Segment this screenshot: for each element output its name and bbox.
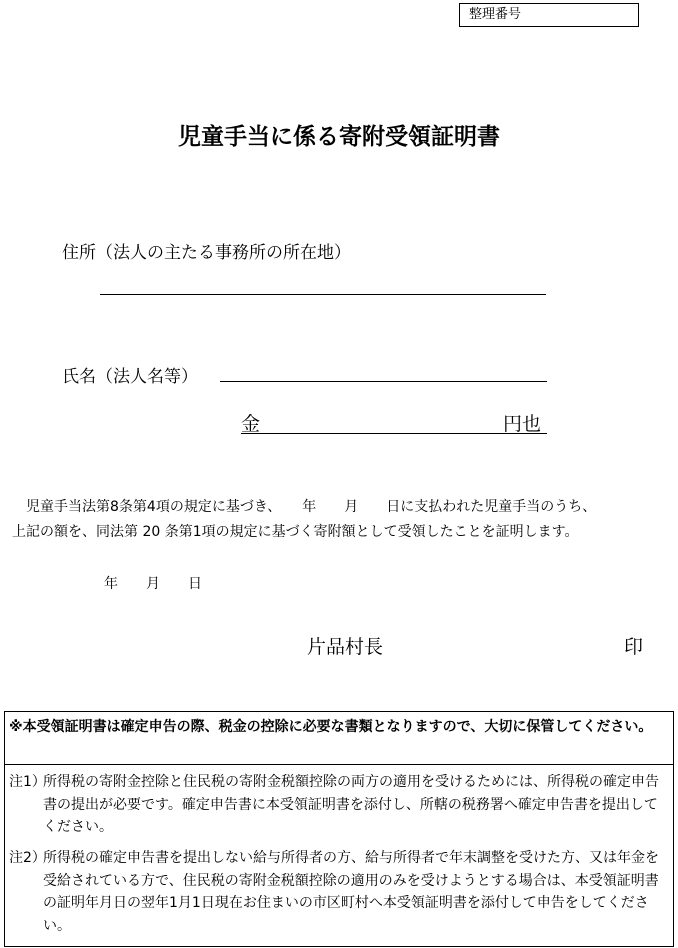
reference-number-label: 整理番号 xyxy=(469,7,522,22)
amount-suffix: 円也 xyxy=(503,413,542,435)
name-label: 氏名（法人名等） xyxy=(62,367,198,387)
document-title: 児童手当に係る寄附受領証明書 xyxy=(178,124,500,150)
note-text: 所得税の寄附金控除と住民税の寄附金税額控除の両方の適用を受けるためには、所得税の確定申告書の提出が必要です。確定申告書に本受領証明書を添付し、所轄の税務署へ確定申告書を提出してください。 xyxy=(43,774,659,835)
notice-text: ※本受領証明書は確定申告の際、税金の控除に必要な書類となりますので、大切に保管してください。 xyxy=(9,719,653,735)
statement-line-1: 児童手当法第8条第4項の規定に基づき、 年 月 日に支払われた児童手当のうち、 xyxy=(26,499,597,515)
signatory-title: 片品村長 xyxy=(307,636,384,658)
statement-line-2: 上記の額を、同法第 20 条第1項の規定に基づく寄附額として受領したことを証明します。 xyxy=(12,524,579,540)
notice-box xyxy=(4,711,674,765)
note-text: 所得税の確定申告書を提出しない給与所得者の方、給与所得者で年末調整を受けた方、又は年金を受給されている方で、住民税の寄附金税額控除の適用のみを受けようとする場合は、本受領証明書の証明年月日の翌年1月1日現在お住まいの市区町村へ本受領証明書を添付して申告をしてください。 xyxy=(43,850,659,934)
seal-mark: 印 xyxy=(624,636,644,658)
issue-date: 年 月 日 xyxy=(104,576,202,592)
address-input-line[interactable] xyxy=(100,294,546,295)
amount-prefix: 金 xyxy=(241,413,261,435)
note-mark: 注1） xyxy=(9,774,46,790)
note-mark: 注2） xyxy=(9,850,46,866)
notes-box xyxy=(4,765,674,947)
name-input-line[interactable] xyxy=(220,381,547,382)
reference-number-field[interactable] xyxy=(459,3,639,27)
amount-input-line[interactable] xyxy=(241,433,547,434)
address-label: 住所（法人の主たる事務所の所在地） xyxy=(62,243,351,263)
